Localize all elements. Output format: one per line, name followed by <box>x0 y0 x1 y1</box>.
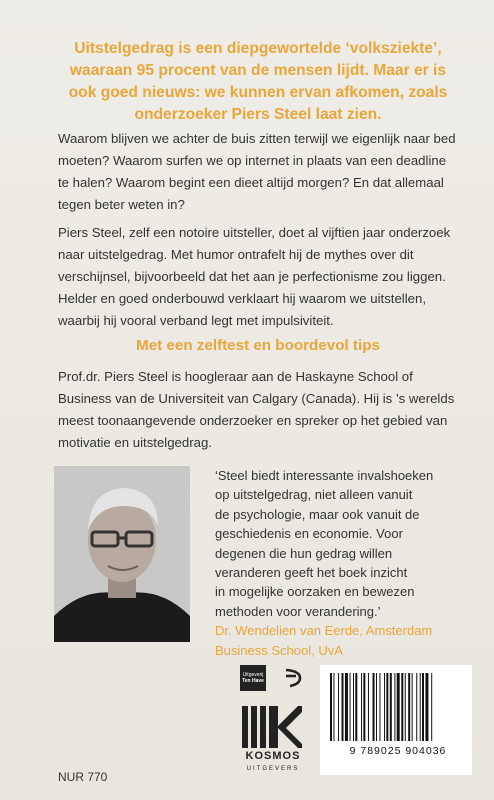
author-bio: Prof.dr. Piers Steel is hoogleraar aan de Haskayne School of Business van de Universiteit van Calgary (Canada). Hij is ’s werelds meest toonaangevende onderzoeker en spreker op het gebied van motivatie en uitstelgedrag. <box>58 369 455 450</box>
barcode-bar <box>405 673 406 741</box>
barcode-bar <box>333 673 334 741</box>
barcode-bar <box>384 673 385 741</box>
ten-have-logo-line: Ten Have <box>242 678 264 684</box>
intro-line: ook goed nieuws: we kunnen ervan afkomen, zoals <box>68 84 448 101</box>
publisher-name: KOSMOS <box>245 750 301 762</box>
quote-line: op uitstelgedrag, niet alleen vanuit <box>215 487 413 503</box>
publisher-sub: UITGEVERS <box>246 766 300 772</box>
barcode <box>320 665 472 775</box>
quote-line: veranderen geeft het boek inzicht <box>215 565 408 581</box>
barcode-bars <box>320 665 472 743</box>
barcode-bar <box>379 673 380 741</box>
ten-have-logo-line: Uitgeverij <box>242 672 264 678</box>
barcode-bar <box>416 673 417 741</box>
barcode-bar <box>338 673 339 741</box>
author-photo <box>54 466 190 642</box>
barcode-bar <box>353 673 354 741</box>
barcode-bar <box>355 673 357 741</box>
barcode-bar <box>386 673 388 741</box>
barcode-bar <box>408 673 410 741</box>
barcode-bar <box>425 673 428 741</box>
barcode-bar <box>422 673 424 741</box>
kosmos-k-icon <box>242 706 302 748</box>
barcode-bar <box>368 673 369 741</box>
barcode-bar <box>431 673 432 741</box>
barcode-bar <box>350 673 351 741</box>
body-paragraph-author-research: Piers Steel, zelf een notoire uitsteller, doet al vijftien jaar onderzoek naar uitstelgedrag. Met humor ontrafelt hij de mythes over dit verschijnsel, bijvoorbeeld dat het aan je perfectionisme zou liggen. Helder en goed onderbouwd verklaart hij waarom we uitstellen, waarbij hij vooral verband legt met impulsiviteit. <box>58 225 451 328</box>
barcode-bar <box>361 673 362 741</box>
barcode-bar <box>390 673 392 741</box>
quote-line: in mogelijke oorzaken en bewezen <box>215 584 415 600</box>
quote-line: methoden voor verandering.’ <box>215 603 381 619</box>
barcode-bar <box>373 673 375 741</box>
intro-line: onderzoeker Piers Steel laat zien. <box>134 106 382 123</box>
review-quote <box>215 466 455 660</box>
barcode-bar <box>376 673 377 741</box>
section-heading: Met een zelftest en boordevol tips <box>136 337 380 354</box>
barcode-bar <box>330 673 332 741</box>
intro-line: waaraan 95 procent van de mensen lijdt. Maar er is <box>69 62 447 79</box>
barcode-bar <box>345 673 348 741</box>
quote-line: degenen die hun gedrag willen <box>215 545 393 561</box>
body-paragraph-questions: Waarom blijven we achter de buis zitten terwijl we eigenlijk naar bed moeten? Waarom surfen we op internet in plaats van een deadline te halen? Waarom begint een dieet altijd morgen? En dat allemaal tegen beter weten in? <box>58 131 456 212</box>
quote-line: geschiedenis en economie. Voor <box>215 526 403 542</box>
barcode-bar <box>412 673 413 741</box>
intro-blurb <box>58 38 458 126</box>
quote-line: ‘Steel biedt interessante invalshoeken <box>215 468 434 483</box>
author-photo-illustration <box>54 466 190 642</box>
barcode-bar <box>342 673 344 741</box>
intro-line: Uitstelgedrag is een diepgewortelde ‘volksziekte’, <box>74 40 442 57</box>
barcode-bar <box>394 673 395 741</box>
quote-attribution: Dr. Wendelien van Eerde, Amsterdam <box>215 623 433 639</box>
barcode-bar <box>363 673 365 741</box>
arrow-logo-icon <box>282 667 304 689</box>
quote-attribution: Business School, UvA <box>215 642 343 658</box>
isbn-number: 9 789025 904036 <box>349 745 447 757</box>
nur-code: NUR 770 <box>58 770 108 784</box>
ten-have-logo <box>240 665 266 691</box>
barcode-bar <box>420 673 421 741</box>
barcode-bar <box>401 673 403 741</box>
quote-line: de psychologie, maar ook vanuit de <box>215 506 420 522</box>
barcode-bar <box>397 673 400 741</box>
